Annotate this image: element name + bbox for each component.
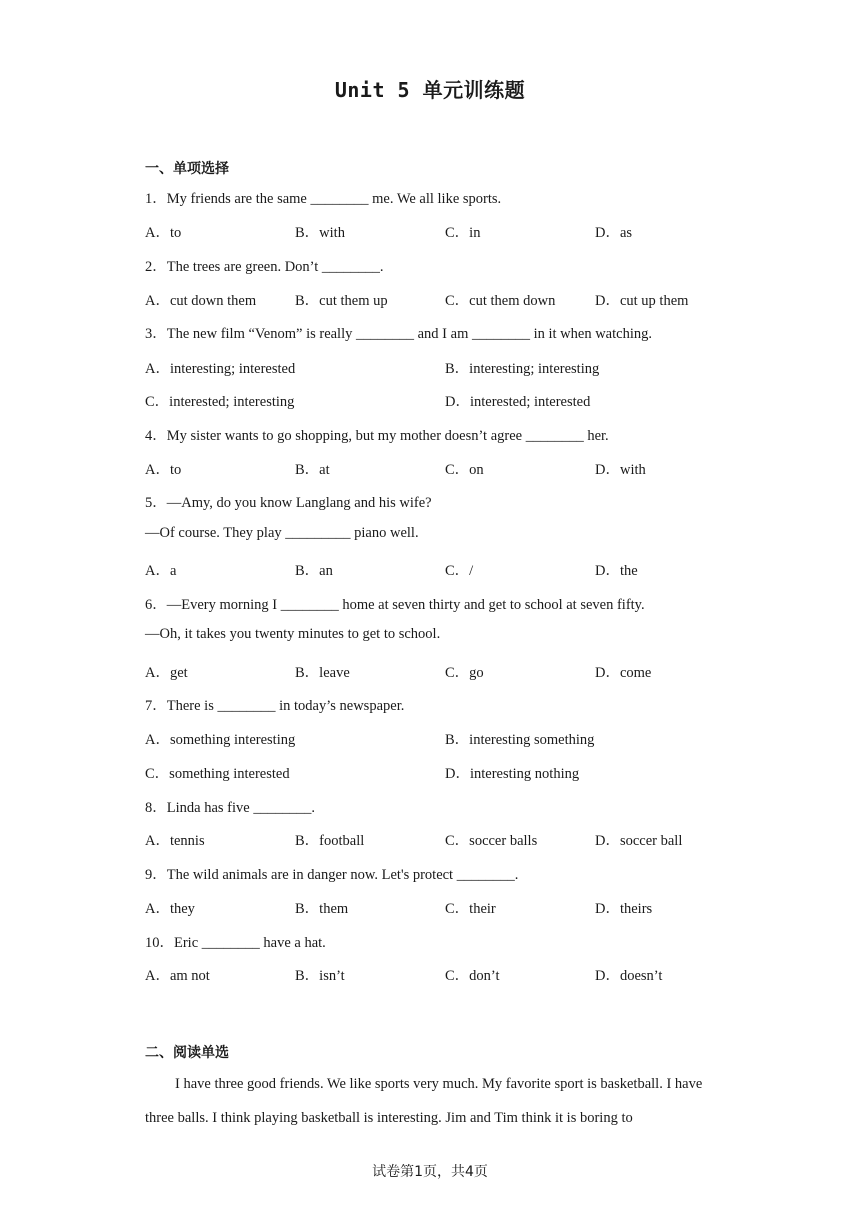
- question-5-reply: —Of course. They play _________ piano well.: [145, 525, 419, 541]
- question-9: 9．The wild animals are in danger now. Let's protect ________.: [145, 867, 519, 883]
- q5-option-d: D．the: [595, 563, 638, 579]
- q7-option-c: C．something interested: [145, 766, 290, 782]
- q4-option-c: C．on: [445, 462, 484, 478]
- question-3: 3．The new film “Venom” is really ________ and I am ________ in it when watching.: [145, 326, 652, 342]
- q4-option-b: B．at: [295, 462, 330, 478]
- q3-option-a: A．interesting; interested: [145, 361, 296, 377]
- q8-option-a: A．tennis: [145, 833, 205, 849]
- reading-passage: I have three good friends. We like sports very much. My favorite sport is basketball. I have three balls. I think playing basketball is interesting. Jim and Tim think it is boring to: [145, 1076, 703, 1126]
- q4-option-a: A．to: [145, 462, 182, 478]
- q1-option-a: A．to: [145, 225, 182, 241]
- q9-option-a: A．they: [145, 901, 195, 917]
- question-10: 10．Eric ________ have a hat.: [145, 935, 326, 951]
- q9-option-d: D．theirs: [595, 901, 653, 917]
- q1-option-d: D．as: [595, 225, 633, 241]
- q8-option-d: D．soccer ball: [595, 833, 683, 849]
- q6-option-a: A．get: [145, 665, 188, 681]
- page-title: Unit 5 单元训练题: [334, 78, 526, 102]
- q7-option-d: D．interesting nothing: [445, 766, 580, 782]
- q3-option-d: D．interested; interested: [445, 394, 591, 410]
- question-1: 1．My friends are the same ________ me. We all like sports.: [145, 191, 502, 207]
- page-footer: 试卷第1页，共4页: [372, 1164, 488, 1180]
- q6-option-b: B．leave: [295, 665, 350, 681]
- q10-option-c: C．don’t: [445, 968, 500, 984]
- q5-option-c: C．/: [445, 563, 474, 579]
- q6-option-d: D．come: [595, 665, 652, 681]
- q3-option-b: B．interesting; interesting: [445, 361, 600, 377]
- question-2: 2．The trees are green. Don’t ________.: [145, 259, 384, 275]
- q9-option-b: B．them: [295, 901, 349, 917]
- q4-option-d: D．with: [595, 462, 646, 478]
- q2-option-d: D．cut up them: [595, 293, 689, 309]
- question-7: 7．There is ________ in today’s newspaper.: [145, 698, 405, 714]
- section-heading-reading: 二、阅读单选: [145, 1045, 229, 1061]
- q10-option-b: B．isn’t: [295, 968, 345, 984]
- q5-option-a: A．a: [145, 563, 177, 579]
- q3-option-c: C．interested; interesting: [145, 394, 295, 410]
- q10-option-a: A．am not: [145, 968, 210, 984]
- question-5: 5．—Amy, do you know Langlang and his wife?: [145, 495, 432, 511]
- q5-option-b: B．an: [295, 563, 333, 579]
- q8-option-b: B．football: [295, 833, 365, 849]
- q6-option-c: C．go: [445, 665, 484, 681]
- q10-option-d: D．doesn’t: [595, 968, 663, 984]
- question-4: 4．My sister wants to go shopping, but my mother doesn’t agree ________ her.: [145, 428, 609, 444]
- q1-option-c: C．in: [445, 225, 481, 241]
- q7-option-a: A．something interesting: [145, 732, 296, 748]
- question-6-reply: —Oh, it takes you twenty minutes to get to school.: [145, 626, 441, 642]
- q9-option-c: C．their: [445, 901, 496, 917]
- q2-option-a: A．cut down them: [145, 293, 257, 309]
- section-heading-single-choice: 一、单项选择: [145, 161, 229, 177]
- q1-option-b: B．with: [295, 225, 345, 241]
- question-6: 6．—Every morning I ________ home at seven thirty and get to school at seven fifty.: [145, 597, 645, 613]
- q2-option-c: C．cut them down: [445, 293, 556, 309]
- q2-option-b: B．cut them up: [295, 293, 388, 309]
- q8-option-c: C．soccer balls: [445, 833, 538, 849]
- q7-option-b: B．interesting something: [445, 732, 595, 748]
- question-8: 8．Linda has five ________.: [145, 800, 315, 816]
